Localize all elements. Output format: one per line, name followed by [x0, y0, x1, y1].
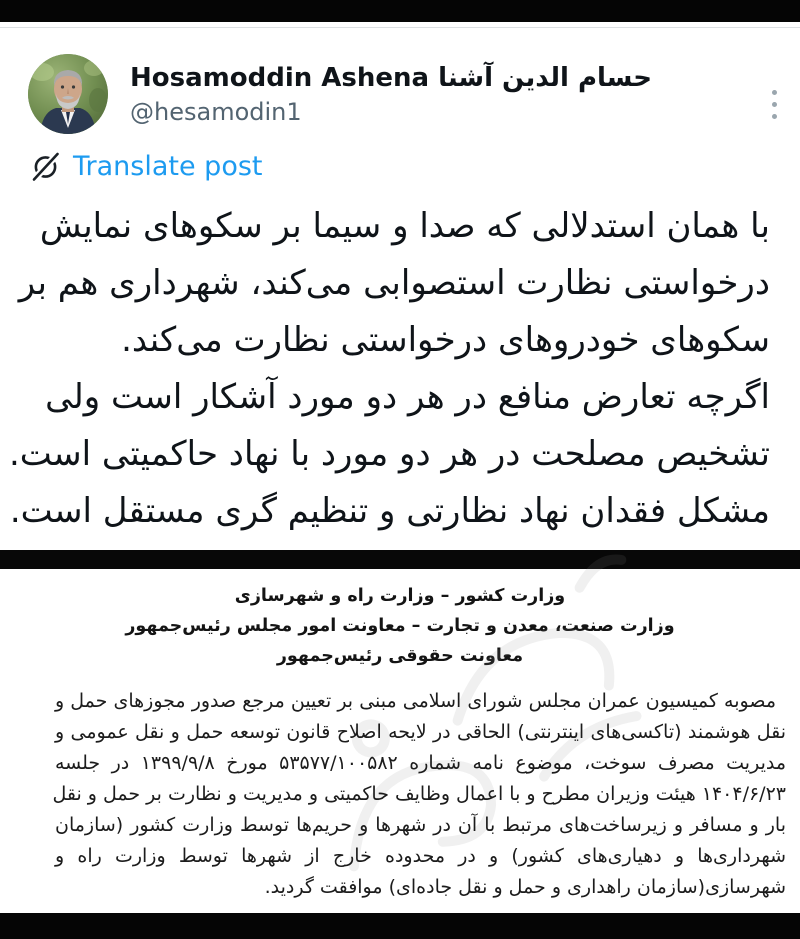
document-body-line: شهرسازی(سازمان راهداری و حمل و نقل جاده‌ای) موافقت گردید. [264, 876, 786, 898]
tweet-text-line: سکوهای خودروهای درخواستی نظارت می‌کند. [121, 320, 770, 360]
tweet-text-line: اگرچه تعارض منافع در هر دو مورد آشکار است ولی [45, 377, 770, 417]
translate-post-button[interactable] [30, 151, 263, 182]
tweet-text-line: درخواستی نظارت استصوابی می‌کند، شهرداری هم بر [18, 263, 770, 303]
document-body-line: شهرداری‌ها و دهیاری‌های کشور) و در محدوده خارج از شهرها توسط وزارت راه و [55, 845, 786, 867]
top-letterbox-bar [0, 0, 800, 22]
tweet-text [0, 198, 800, 540]
document-body-text [0, 686, 800, 903]
tweet-text-line: مشکل فقدان نهاد نظارتی و تنظیم گری مستقل است. [9, 491, 770, 531]
author-name[interactable]: Hosamoddin Ashena حسام الدين آشنا [130, 63, 652, 93]
kebab-menu-icon [772, 114, 777, 119]
kebab-menu-icon [772, 90, 777, 95]
tweet-text-line: تشخیص مصلحت در هر دو مورد با نهاد حاکمیتی است. [8, 434, 770, 474]
document-body-line: مصوبه کمیسیون عمران مجلس شورای اسلامی مبنی بر تعیین مرجع صدور مجوزهای حمل و [55, 690, 776, 712]
document-letterbox-bar [0, 550, 800, 569]
document-addressee-line: وزارت کشور – وزارت راه و شهرسازی [234, 586, 566, 606]
translate-icon [30, 151, 61, 182]
document-body-line: مدیریت مصرف سوخت، موضوع نامه شماره ۵۳۵۷۷/۱۰۰۵۸۲ مورخ ۱۳۹۹/۹/۸ در جلسه [55, 752, 787, 774]
document-body-line: بار و مسافر و زیرساخت‌های مرتبط با آن در شهرها و حریم‌ها توسط وزارت کشور (سازمان [55, 814, 786, 836]
author-handle[interactable]: @hesamodin1 [130, 98, 302, 126]
avatar[interactable] [28, 54, 108, 134]
avatar-photo [28, 54, 108, 134]
author-names [130, 54, 652, 127]
document-addressee-line: وزارت صنعت، معدن و تجارت – معاونت امور مجلس رئیس‌جمهور [125, 616, 675, 636]
document-addressees [0, 581, 800, 671]
document-addressee-line: معاونت حقوقی رئیس‌جمهور [276, 646, 524, 666]
more-options-button[interactable] [760, 74, 788, 134]
document-body-line: نقل هوشمند (تاکسی‌های اینترنتی) الحاقی در لایحه اصلاح قانون توسعه حمل و نقل عمومی و [55, 721, 786, 743]
header-divider [0, 27, 800, 28]
document-image[interactable] [0, 550, 800, 903]
kebab-menu-icon [772, 102, 777, 107]
translate-post-label: Translate post [73, 150, 263, 182]
bottom-letterbox-bar [0, 913, 800, 939]
tweet-text-line: با همان استدلالی که صدا و سیما بر سکوهای نمایش [39, 206, 770, 246]
document-body-line: ۱۴۰۴/۶/۲۳ هیئت وزیران مطرح و با اعمال وظایف حاکمیتی و مدیریت و نظارت بر حمل و نقل [52, 783, 786, 805]
post-header [28, 54, 772, 134]
